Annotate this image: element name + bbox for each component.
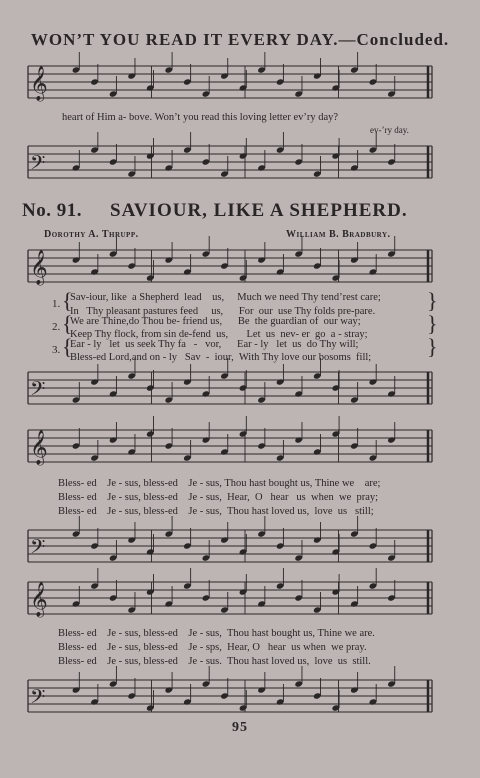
refrain-line: Bless- ed Je - sus, bless-ed Je - sus, Hear, O hear us when we pray; [58, 492, 379, 503]
treble-clef-icon: 𝄞 [30, 66, 48, 101]
hymn-number: No. 91. [22, 200, 82, 221]
verse-brace: { [62, 334, 73, 359]
verse-number: 3. [52, 344, 61, 356]
hymn-composer: William B. Bradbury. [286, 229, 391, 240]
refrain-line: Bless- ed Je - sus, bless-ed Je - sus, Thou hast bought us, Thine we are. [58, 628, 375, 639]
treble-clef-icon: 𝄞 [30, 250, 48, 285]
conclusion-lyric-small: ev-’ry day. [370, 125, 409, 135]
verse-number: 1. [52, 298, 61, 310]
refrain-line: Bless- ed Je - sus, bless-ed Je - sus, Thou hast loved us, love us still; [58, 506, 374, 517]
refrain-line: Bless- ed Je - sus, bless-ed Je - sps, Hear, O hear us when we pray. [58, 642, 367, 653]
verse-line: Sav-iour, like a Shepherd lead us, Much we need Thy tend’rest care; [70, 292, 381, 303]
hymn-author: Dorothy A. Thrupp. [44, 229, 139, 240]
verse-brace: } [427, 334, 438, 359]
page-number: 95 [232, 720, 248, 735]
bass-clef-icon: 𝄢 [30, 151, 46, 179]
treble-clef-icon: 𝄞 [30, 582, 48, 617]
verse-brace: } [427, 288, 438, 313]
verse-brace: { [62, 288, 73, 313]
verse-line: Bless-ed Lord,and on - ly Sav - iour, With Thy love our bosoms fill; [70, 352, 372, 363]
verse-brace: { [62, 311, 73, 336]
treble-clef-icon: 𝄞 [30, 430, 48, 465]
refrain-line: Bless- ed Je - sus, bless-ed Je - sus. Thou hast loved us, love us still. [58, 656, 371, 667]
refrain-line: Bless- ed Je - sus, bless-ed Je - sus, Thou hast bought us, Thine we are; [58, 478, 381, 489]
bass-clef-icon: 𝄢 [30, 535, 46, 563]
conclusion-lyric: heart of Him a- bove. Won’t you read this loving letter ev’ry day? [62, 112, 339, 123]
hymn-title: SAVIOUR, LIKE A SHEPHERD. [110, 200, 408, 221]
bass-clef-icon: 𝄢 [30, 685, 46, 713]
bass-clef-icon: 𝄢 [30, 377, 46, 405]
verse-brace: } [427, 311, 438, 336]
verse-number: 2. [52, 321, 61, 333]
concluded-title: WON’T YOU READ IT EVERY DAY.—Concluded. [30, 30, 450, 49]
verse-line: We are Thine,do Thou be- friend us, Be the guardian of our way; [70, 316, 361, 327]
verse-line: In Thy pleasant pastures feed us, For our use Thy folds pre-pare. [70, 306, 376, 317]
verse-line: Ear - ly let us seek Thy fa - vor, Ear - ly let us do Thy will; [70, 339, 359, 350]
verse-line: Keep Thy flock, from sin de-fend us, Let us nev- er go a - stray; [70, 329, 368, 340]
